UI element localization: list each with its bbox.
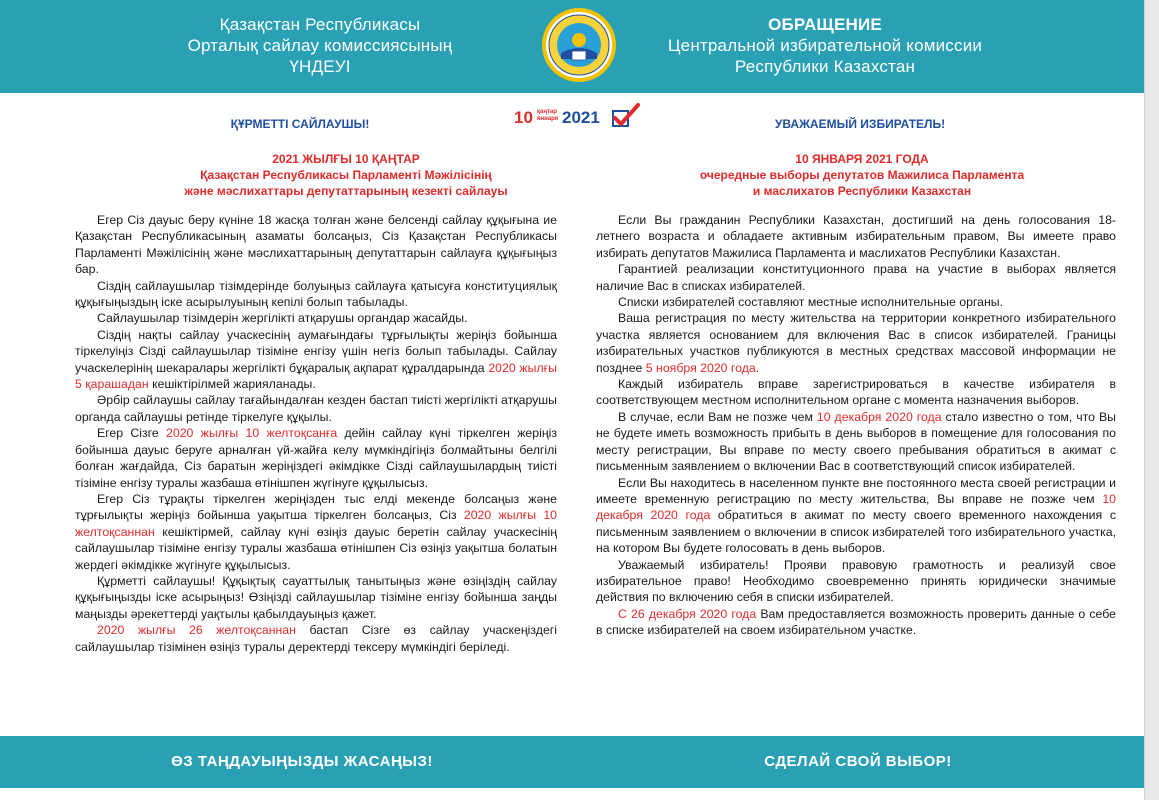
paragraph-text: бастап Сізге өз сайлау учаскеңіздегі сайлаушылар тізімінен өзіңіз туралы деректерді тексеру мүмкіндігі беріледі. [75,623,558,654]
highlighted-date: 2020 жылғы 26 желтоқсаннан [97,623,296,638]
header-title-kz [110,14,530,77]
paragraph-text: Құрметті сайлаушы! Құқықтық сауаттылық танытыңыз және өзіңіздің сайлау құқығыңызды іске асырыңыз! Өзіңізді сайлаушылар тізіміне енгізу бойынша заңды маңызды әрекеттерді уақтылы қабылдауыңыз қажет. [75,573,557,621]
paragraph-text: кешіктірілмей жарияланады. [148,377,316,392]
logo-day: 10 [514,108,533,127]
paragraph-text: Сіздің нақты сайлау учаскесінің аумағындағы тұрғылықты жеріңіз бойынша тіркелуіңіз Сіздi сайлаушылар тізіміне енгізу үшін негіз болып табылады. Сайлау учаскелерінің шекаралары жергілікті бұқаралық ақпарат құралдарында [75,327,557,375]
paragraph-text: Гарантией реализации конституционного права на участие в выборах является наличие Вас в списках избирателей. [596,262,1116,293]
paragraph [75,491,557,573]
header-kz-line-2: Орталық сайлау комиссиясының [187,36,453,55]
paragraph [596,212,1116,261]
highlighted-date: С 26 декабря 2020 года [618,606,757,621]
checkmark-icon [610,102,640,130]
paragraph-text: Сайлаушылар тізімдерін жергілікті атқарушы органдар жасайды. [97,311,468,326]
paragraph [596,261,1116,294]
paragraph [75,278,557,311]
header-ru-line-2: Центральной избирательной комиссии [667,36,983,55]
page-edge-scroll-area[interactable] [1144,0,1159,800]
highlighted-date: 2020 жылғы 5 қарашадан [75,360,557,392]
paragraph-text: Егер Сіз тұрақты тіркелген жеріңізден тыс елді мекенде болсаңыз және тұрғылықты жеріңіз бойынша уақытша тіркелген болсаңыз, Сіз [75,491,557,523]
paragraph-text: Вам предоставляется возможность проверить данные о себе в списке избирателей на своем избирательном участке. [596,606,1116,638]
paragraph-text: Если Вы гражданин Республики Казахстан, достигший на день голосования 18-летнего возраста и обладаете активным избирательным правом, Вы имеете право избирать депутатов Мажилиса Парламента и маслихатов Республики Казахстан. [596,213,1116,260]
paragraph [596,409,1116,475]
title-kz-line-2: Қазақстан Республикасы Парламенті Мәжілісінің [200,168,492,182]
salute-ru: УВАЖАЕМЫЙ ИЗБИРАТЕЛЬ! [774,117,946,131]
title-ru-line-1: 10 ЯНВАРЯ 2021 ГОДА [795,152,929,166]
paragraph-text: Списки избирателей составляют местные исполнительные органы. [618,295,1004,310]
header-ru-line-1: ОБРАЩЕНИЕ [768,15,882,34]
paragraph-text: Әрбір сайлаушы сайлау тағайындалған кезден бастап тиісті жергілікті атқарушы органда сайлаушы ретінде тіркелуге құқылы. [75,393,557,424]
header-title-ru [615,14,1035,77]
highlighted-date: 10 декабря 2020 года [816,409,942,424]
title-ru-line-3: и маслихатов Республики Казахстан [752,184,972,198]
title-ru-line-2: очередные выборы депутатов Мажилиса Парламента [699,168,1025,182]
logo-month-ru: января [537,116,559,122]
salute-kz: ҚҰРМЕТТІ САЙЛАУШЫ! [230,117,370,131]
header-band [0,0,1144,93]
cec-emblem-icon [541,7,617,83]
paragraph [75,392,557,425]
paragraph [596,376,1116,409]
paragraph-text: Ваша регистрация по месту жительства на территории конкретного избирательного участка является основанием для включения Вас в список избирателей. Границы избирательных участков публикуются в местных средствах массовой информации не позднее [596,311,1116,375]
paragraph-text: Егер Сізге [97,426,167,441]
header-kz-line-3: ҮНДЕУІ [289,57,351,76]
header-ru-line-3: Республики Казахстан [734,57,916,76]
paragraph-text: Егер Сіз дауыс беру күніне 18 жасқа толған және белсенді сайлау құқығына ие Қазақстан Республикасының азаматы болсаңыз, Сіз Қазақстан Республикасы Парламенті Мәжілісінің және мәслихаттарының депутаттарын сайлауға құқығыңыз бар. [75,213,557,277]
paragraph-text: В случае, если Вам не позже чем [618,409,817,424]
paragraph-text: дейін сайлау күні тіркелген жеріңіз бойынша дауыс беруге арналған үй-жайға келу мүмкіндігіңіз болмайтыны белгілі болған жағдайда, Сіз баратын жеріңіздегі әкімдікке Сізді сайлаушылардың тиісті тізіміне енгізу туралы жазбаша өтінішпен жүгінуге құқылысыз. [75,426,557,490]
highlighted-date: 5 ноября 2020 года [645,360,756,375]
paragraph [75,622,557,655]
paragraph-text: обратиться в акимат по месту своего временного нахождения с письменным заявлением о включении в список избирателей того избирательного участка, на котором Вы будете голосовать в день выборов. [596,508,1116,556]
paragraph [596,475,1116,557]
election-date-logo [514,102,644,136]
paragraph-text: Каждый избиратель вправе зарегистрироваться в качестве избирателя в соответствующем местном исполнительном органе с момента назначения выборов. [596,377,1116,408]
paragraph [75,425,557,491]
logo-year: 2021 [562,108,600,127]
paragraph-text: Если Вы находитесь в населенном пункте вне постоянного места своей регистрации и имеете временную регистрацию по месту жительства, Вы вправе не позже чем [596,475,1116,506]
body-text-kz [75,212,557,655]
highlighted-date: 2020 жылғы 10 желтоқсаннан [75,508,557,539]
footer-band [0,736,1144,788]
paragraph-text: Уважаемый избиратель! Прояви правовую грамотность и реализуй свое избирательное право! Необходимо своевременно принять юридически значимые действия по включению себя в списки избирателей. [596,557,1116,605]
title-ru [632,151,1092,199]
highlighted-date: 10 декабря 2020 года [596,491,1116,523]
body-text-ru [596,212,1116,639]
paragraph-text: . [755,360,760,375]
header-kz-line-1: Қазақстан Республикасы [219,15,421,34]
highlighted-date: 2020 жылғы 10 желтоқсанға [166,426,338,441]
paragraph [596,557,1116,606]
paragraph [596,310,1116,376]
title-kz-line-1: 2021 ЖЫЛҒЫ 10 ҚАҢТАР [272,152,420,166]
paragraph [596,294,1116,310]
paragraph-text: Сіздің сайлаушылар тізімдерінде болуыңыз сайлауға қатысуға конституциялық құқығыңыздың іске асырылуының кепілі болып табылады. [75,278,557,310]
paragraph [75,327,557,393]
paragraph [75,573,557,622]
paragraph-text: стало известно о том, что Вы не будете иметь возможность прибыть в день выборов в помещение для голосования по месту регистрации, Вы вправе по месту своего пребывания обратиться в акимат с письменным заявлением о включении Вас в соответствующий список избирателей. [596,409,1116,474]
paragraph [75,310,557,326]
title-kz-line-3: және мәслихаттары депутаттарының кезекті сайлауы [184,184,508,198]
title-kz [116,151,576,199]
footer-slogan-kz: ӨЗ ТАҢДАУЫҢЫЗДЫ ЖАСАҢЫЗ! [171,753,433,770]
paragraph-text: кешіктірмей, сайлау күні өзіңіз дауыс беретін сайлау учаскесінің сайлаушылар тізіміне енгізу туралы жазбаша өтінішпен Сіз өзіңіз уақытша болатын жердегі әкімдікке жүгінуге құқылысыз. [75,524,557,572]
footer-slogan-ru: СДЕЛАЙ СВОЙ ВЫБОР! [764,753,952,770]
logo-months [537,109,558,123]
logo-month-kz: қаңтар [537,109,557,115]
paragraph [75,212,557,278]
paragraph [596,606,1116,639]
